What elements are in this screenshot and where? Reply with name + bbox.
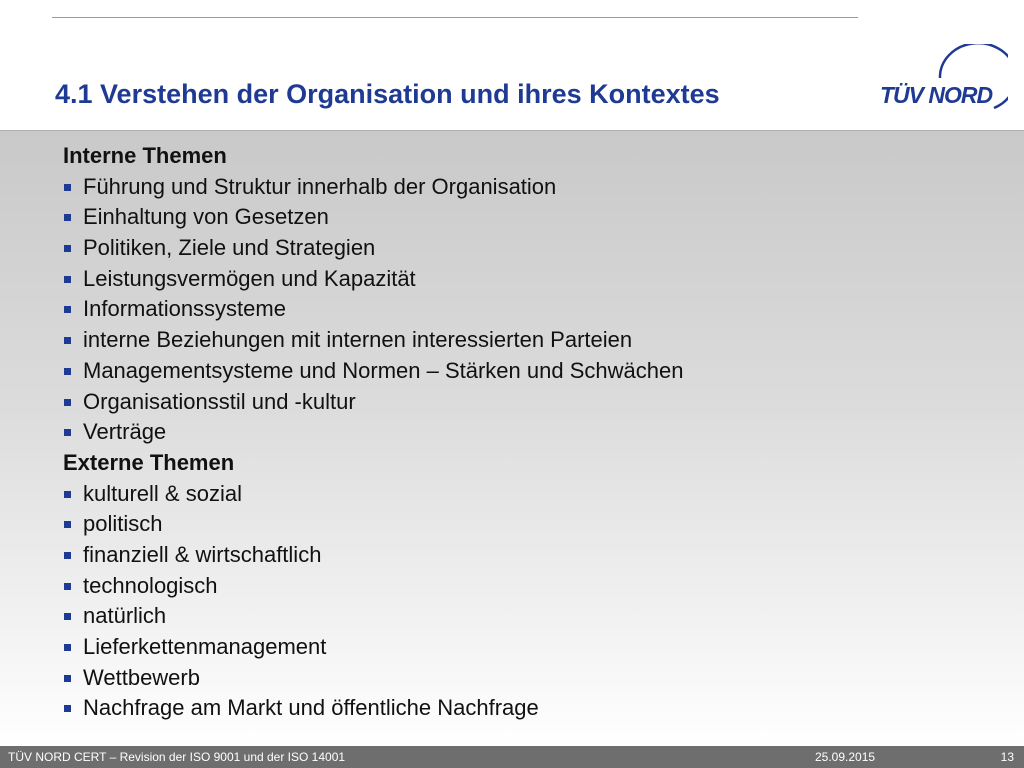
square-bullet-icon	[64, 429, 71, 436]
square-bullet-icon	[64, 337, 71, 344]
list-item-text: kulturell & sozial	[83, 480, 242, 506]
square-bullet-icon	[64, 399, 71, 406]
footer-bar	[0, 746, 1024, 768]
list-item-text: Führung und Struktur innerhalb der Organisation	[83, 173, 557, 199]
top-divider	[52, 17, 858, 18]
logo-text: TÜV NORD	[880, 82, 993, 108]
list-item-text: Leistungsvermögen und Kapazität	[83, 265, 416, 291]
square-bullet-icon	[64, 521, 71, 528]
list-item-text: Nachfrage am Markt und öffentliche Nachfrage	[83, 695, 539, 721]
list-item	[63, 509, 983, 540]
list-item	[63, 693, 983, 724]
list-item	[63, 479, 983, 510]
list-item-text: Managementsysteme und Normen – Stärken und Schwächen	[83, 357, 684, 383]
list-item	[63, 632, 983, 663]
list-item	[63, 601, 983, 632]
list-item-text: Informationssysteme	[83, 296, 286, 322]
square-bullet-icon	[64, 368, 71, 375]
square-bullet-icon	[64, 245, 71, 252]
slide-content	[63, 141, 983, 724]
list-item	[63, 417, 983, 448]
list-item-text: technologisch	[83, 572, 218, 598]
tuv-nord-logo	[872, 44, 1008, 116]
list-item-text: Verträge	[83, 419, 167, 445]
list-item-text: Politiken, Ziele und Strategien	[83, 235, 376, 261]
footer-title: TÜV NORD CERT – Revision der ISO 9001 und der ISO 14001	[8, 750, 346, 764]
list-item-text: Organisationsstil und -kultur	[83, 388, 356, 414]
list-item-text: Wettbewerb	[83, 664, 200, 690]
list-item-text: Lieferkettenmanagement	[83, 634, 327, 659]
square-bullet-icon	[64, 583, 71, 590]
page-number: 13	[1000, 750, 1014, 764]
square-bullet-icon	[64, 675, 71, 682]
list-item	[63, 356, 983, 387]
list-item-text: politisch	[83, 511, 163, 537]
list-item-text: finanziell & wirtschaftlich	[83, 541, 322, 567]
list-item	[63, 540, 983, 571]
square-bullet-icon	[64, 644, 71, 651]
list-item	[63, 387, 983, 418]
footer-date: 25.09.2015	[815, 750, 876, 764]
list-item	[63, 325, 983, 356]
list-item	[63, 663, 983, 694]
list-item	[63, 264, 983, 295]
square-bullet-icon	[64, 184, 71, 191]
square-bullet-icon	[64, 491, 71, 498]
list-item	[63, 202, 983, 233]
list-item	[63, 571, 983, 602]
square-bullet-icon	[64, 214, 71, 221]
list-item	[63, 172, 983, 203]
list-item-text: Einhaltung von Gesetzen	[83, 204, 329, 230]
list-item	[63, 233, 983, 264]
section-heading-interne: Interne Themen	[63, 143, 227, 168]
square-bullet-icon	[64, 276, 71, 283]
list-item	[63, 294, 983, 325]
slide-title: 4.1 Verstehen der Organisation und ihres Kontextes	[55, 79, 720, 109]
section-heading-externe: Externe Themen	[63, 449, 235, 475]
square-bullet-icon	[64, 306, 71, 313]
square-bullet-icon	[64, 705, 71, 712]
list-item-text: natürlich	[83, 603, 167, 629]
bullet-list-externe	[63, 479, 983, 725]
square-bullet-icon	[64, 552, 71, 559]
list-item-text: interne Beziehungen mit internen interessierten Parteien	[83, 327, 633, 353]
square-bullet-icon	[64, 613, 71, 620]
bullet-list-interne	[63, 172, 983, 448]
